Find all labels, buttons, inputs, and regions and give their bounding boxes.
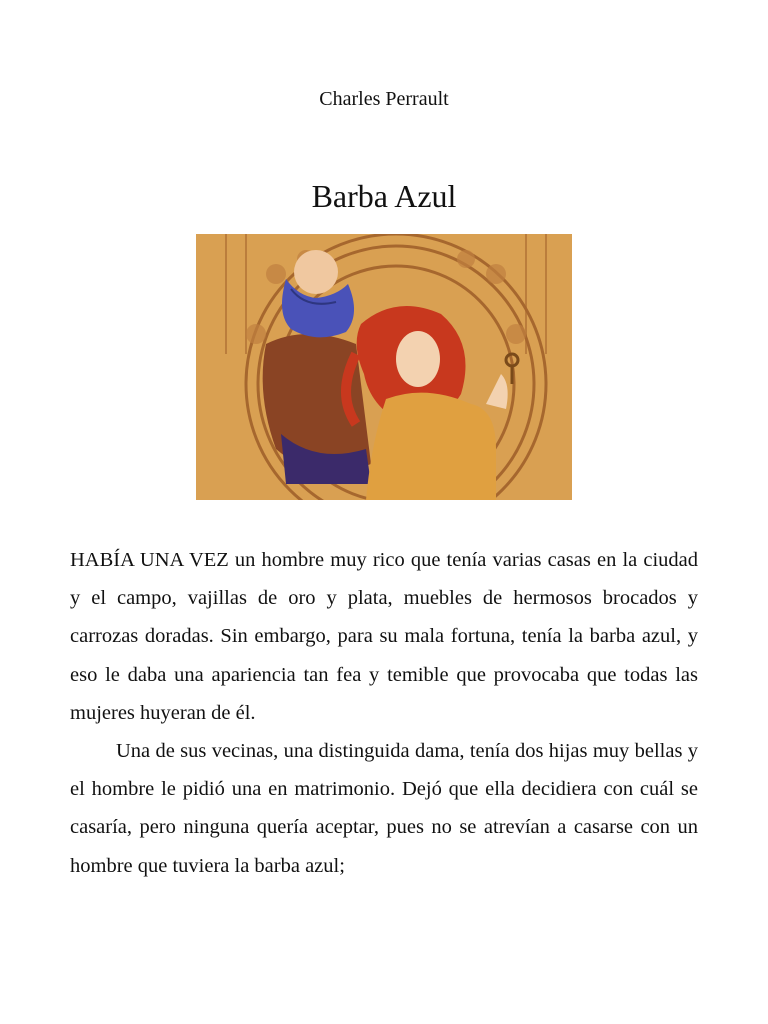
story-title: Barba Azul [311,178,457,214]
author-name: Charles Perrault [319,88,449,110]
paragraph-1: HABÍA UNA VEZ un hombre muy rico que tenía varias casas en la ciudad y el campo, vajillas de oro y plata, muebles de hermosos brocados y carrozas doradas. Sin embargo, para su mala fortuna, tenía la barba azul, y eso le daba una apariencia tan fea y temible que provocaba que todas las mujeres huyeran de él. [70,549,698,724]
bluebeard-illustration [196,234,572,500]
story-body [70,541,698,885]
paragraph-2: Una de sus vecinas, una distinguida dama, tenía dos hijas muy bellas y el hombre le pidió una en matrimonio. Dejó que ella decidiera con cuál se casaría, pero ninguna quería aceptar, pues no se atrevían a casarse con un hombre que tuviera la barba azul; [70,740,698,877]
